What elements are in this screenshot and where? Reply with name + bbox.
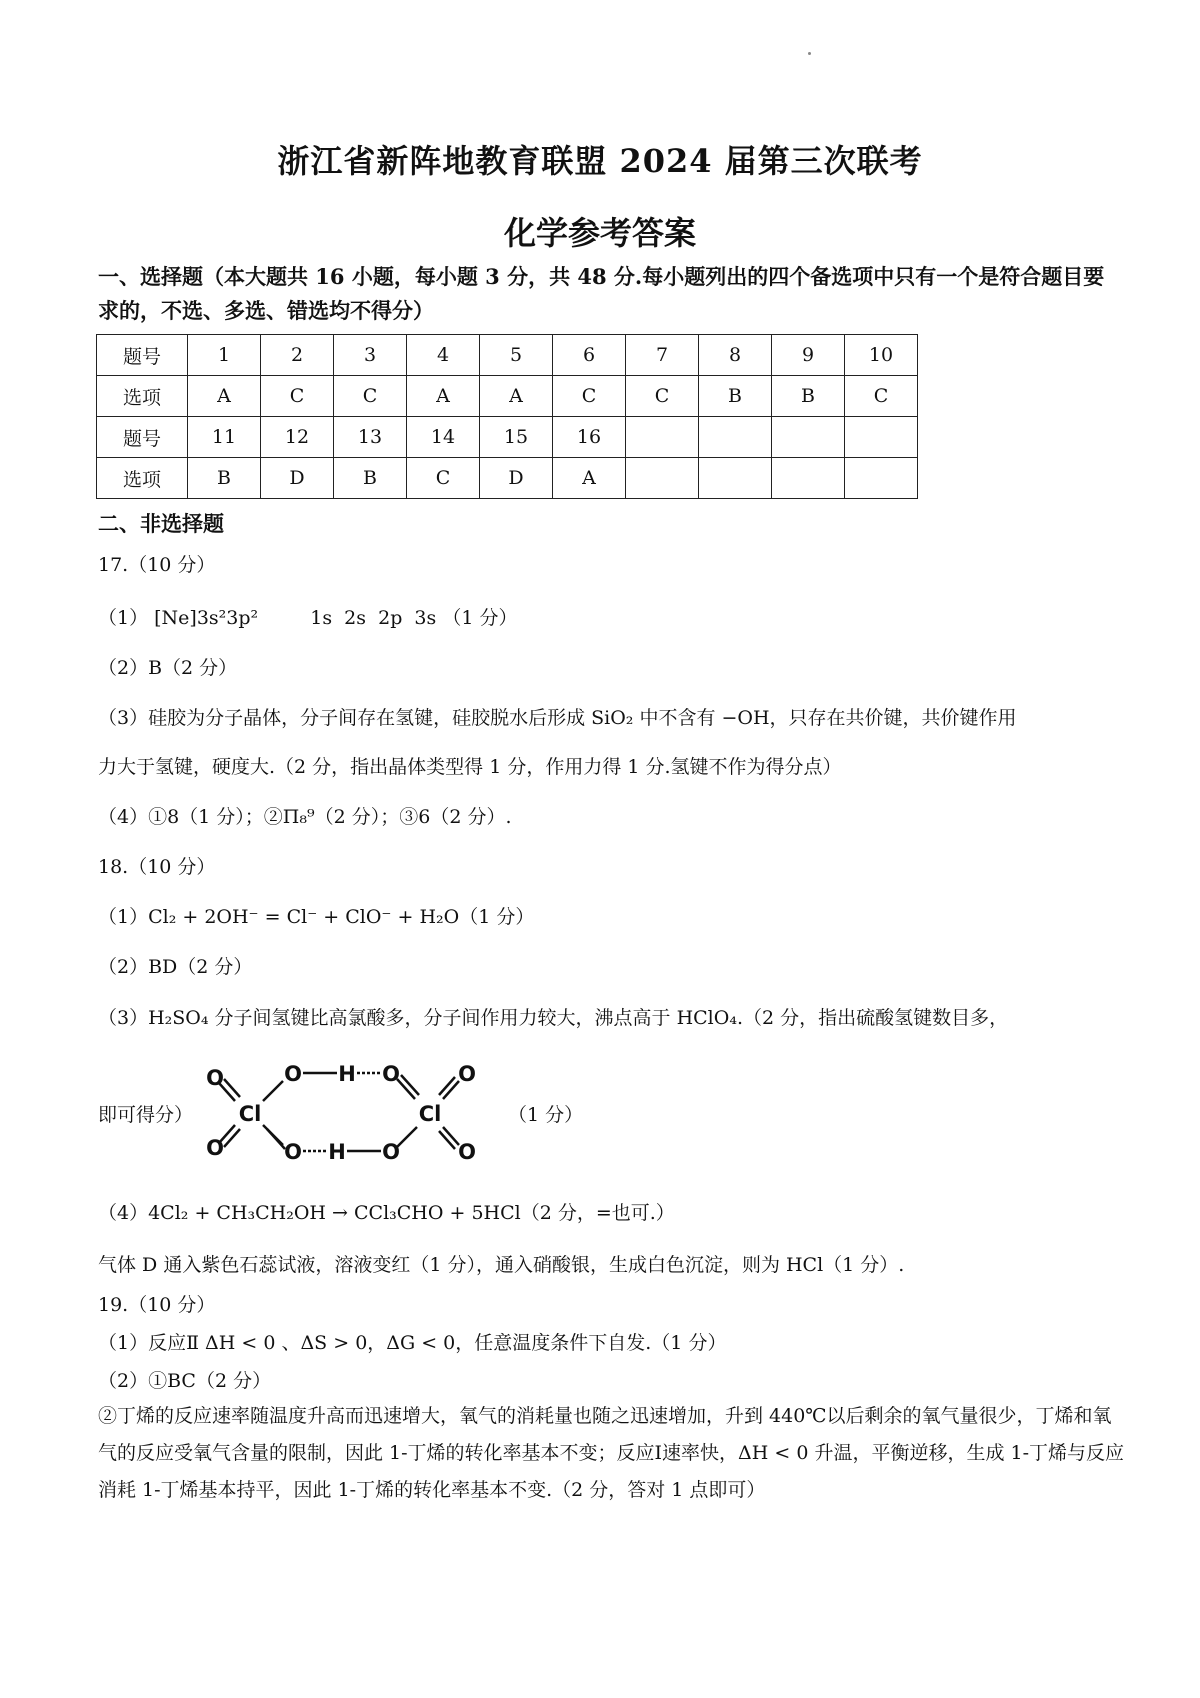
scan-speck (808, 52, 811, 55)
table-cell (626, 417, 699, 458)
q17-part3-line2: 力大于氢键，硬度大.（2 分，指出晶体类型得 1 分，作用力得 1 分.氢键不作为得分点） (98, 756, 842, 778)
section2-heading: 二、非选择题 (98, 511, 224, 536)
q17-part3-line1: （3）硅胶为分子晶体，分子间存在氢键，硅胶脱水后形成 SiO₂ 中不含有 −OH，只存在共价键，共价键作用 (98, 707, 1017, 729)
diagram-o: O (458, 1062, 476, 1086)
table-cell (699, 458, 772, 499)
table-cell: C (407, 458, 480, 499)
table-cell: B (334, 458, 407, 499)
diagram-o: O (206, 1066, 224, 1090)
diagram-o: O (382, 1140, 400, 1164)
q17-part1-prefix: （1） (98, 607, 149, 629)
diagram-o: O (458, 1140, 476, 1164)
diagram-o: O (206, 1136, 224, 1160)
diagram-cl: Cl (418, 1102, 442, 1126)
table-cell: 16 (553, 417, 626, 458)
q19-part2-explanation: ②丁烯的反应速率随温度升高而迅速增大，氧气的消耗量也随之迅速增加，升到 440℃以后剩余的氧气量很少，丁烯和氧气的反应受氧气含量的限制，因此 1-丁烯的转化率基本不变；反应Ⅰ速率快，ΔH < 0 升温，平衡逆移，生成 1-丁烯与反应消耗 1-丁烯基本持平，因此 1-丁烯的转化率基本不变.（2 分，答对 1 点即可） (98, 1405, 1125, 1501)
table-cell: 10 (845, 335, 918, 376)
diagram-h: H (328, 1140, 346, 1164)
table-cell: A (407, 376, 480, 417)
q17-part1-config: [Ne]3s²3p² (154, 607, 259, 629)
section1-heading: 一、选择题（本大题共 16 小题，每小题 3 分，共 48 分.每小题列出的四个备选项中只有一个是符合题目要求的，不选、多选、错选均不得分） (98, 264, 1105, 323)
table-cell: 7 (626, 335, 699, 376)
table-cell: 4 (407, 335, 480, 376)
diagram-o: O (284, 1062, 302, 1086)
row-label: 选项 (97, 376, 188, 417)
table-cell: A (480, 376, 553, 417)
table-cell: 9 (772, 335, 845, 376)
table-cell: 2 (261, 335, 334, 376)
table-cell: 15 (480, 417, 553, 458)
q19-part1: （1）反应Ⅱ ΔH < 0 、ΔS > 0，ΔG < 0，任意温度条件下自发.（1 分） (98, 1332, 727, 1354)
table-cell: 14 (407, 417, 480, 458)
table-cell: 1 (188, 335, 261, 376)
q18-part5: 气体 D 通入紫色石蕊试液，溶液变红（1 分），通入硝酸银，生成白色沉淀，则为 HCl（1 分）. (98, 1254, 905, 1276)
table-cell: A (188, 376, 261, 417)
q17-part4: （4）①8（1 分）；②Π₈⁹（2 分）；③6（2 分）. (98, 806, 512, 828)
table-cell (772, 458, 845, 499)
table-cell: C (553, 376, 626, 417)
page-title: 浙江省新阵地教育联盟 2024 届第三次联考 (277, 142, 923, 180)
q17-part1 (98, 603, 517, 630)
table-cell: 6 (553, 335, 626, 376)
table-cell: C (845, 376, 918, 417)
diagram-o: O (382, 1062, 400, 1086)
q19-title: 19.（10 分） (98, 1294, 216, 1316)
table-cell: D (480, 458, 553, 499)
table-cell: 13 (334, 417, 407, 458)
row-label: 题号 (97, 417, 188, 458)
page-subtitle: 化学参考答案 (503, 214, 696, 252)
table-cell: B (699, 376, 772, 417)
q18-title: 18.（10 分） (98, 856, 216, 878)
answer-table (96, 334, 918, 499)
table-cell (626, 458, 699, 499)
table-cell: 11 (188, 417, 261, 458)
q18-part1: （1）Cl₂ + 2OH⁻ = Cl⁻ + ClO⁻ + H₂O（1 分） (98, 906, 535, 928)
q18-part3: （3）H₂SO₄ 分子间氢键比高氯酸多，分子间作用力较大，沸点高于 HClO₄.（2 分，指出硫酸氢键数目多， (98, 1007, 1009, 1029)
row-label: 题号 (97, 335, 188, 376)
q18-part3-diagram-score: （1 分） (508, 1104, 584, 1126)
diagram-o: O (284, 1140, 302, 1164)
q18-part4: （4）4Cl₂ + CH₃CH₂OH → CCl₃CHO + 5HCl（2 分，=也可.） (98, 1202, 675, 1224)
table-row (97, 417, 918, 458)
table-cell: D (261, 458, 334, 499)
table-cell: A (553, 458, 626, 499)
table-row (97, 335, 918, 376)
diagram-h: H (338, 1062, 356, 1086)
table-cell: B (772, 376, 845, 417)
table-cell: C (334, 376, 407, 417)
q19-part2: （2）①BC（2 分） (98, 1370, 272, 1392)
q17-part1-score: （1 分） (442, 607, 518, 629)
table-cell: C (261, 376, 334, 417)
table-cell: 5 (480, 335, 553, 376)
table-cell (699, 417, 772, 458)
q17-title: 17.（10 分） (98, 554, 216, 576)
table-cell: 8 (699, 335, 772, 376)
diagram-cl: Cl (238, 1102, 262, 1126)
table-cell: 12 (261, 417, 334, 458)
table-cell (772, 417, 845, 458)
row-label: 选项 (97, 458, 188, 499)
table-cell (845, 417, 918, 458)
h-bond-diagram (205, 1055, 505, 1167)
table-cell: 3 (334, 335, 407, 376)
table-cell (845, 458, 918, 499)
table-row (97, 376, 918, 417)
q17-part2: （2）B（2 分） (98, 657, 238, 679)
table-row (97, 458, 918, 499)
table-cell: B (188, 458, 261, 499)
q18-part2: （2）BD（2 分） (98, 956, 253, 978)
q17-part1-alt: 1s 2s 2p 3s (310, 607, 437, 629)
q18-part3-tail: 即可得分） (98, 1104, 194, 1126)
table-cell: C (626, 376, 699, 417)
